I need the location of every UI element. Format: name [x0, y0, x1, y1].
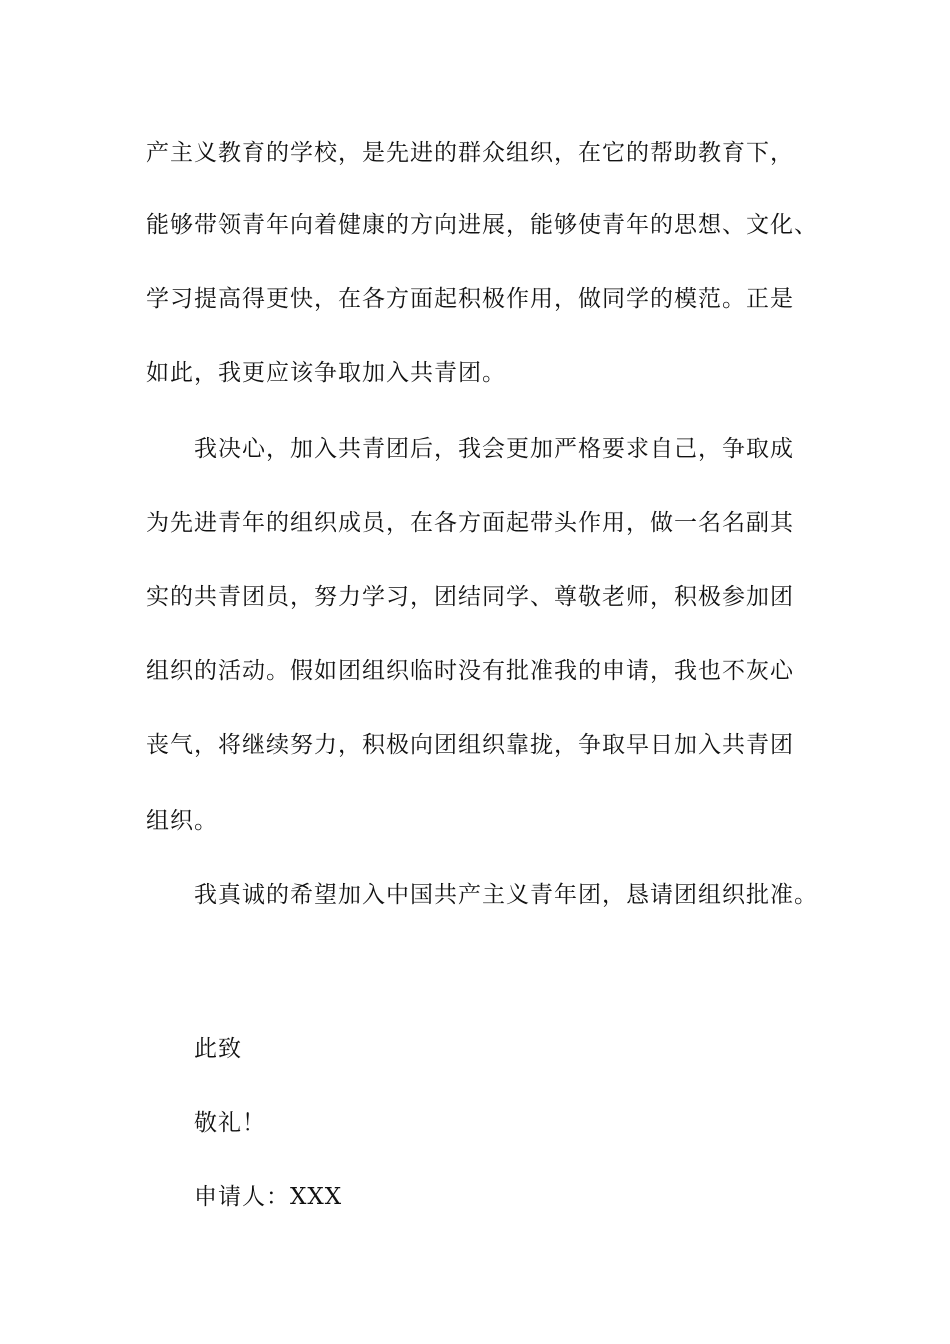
closing-salutation: 此致: [194, 1036, 242, 1062]
paragraph-1-line-3: 学习提高得更快，在各方面起积极作用，做同学的模范。正是: [146, 286, 794, 312]
paragraph-2-line-1: 我决心，加入共青团后，我会更加严格要求自己，争取成: [194, 436, 794, 462]
paragraph-2-line-2: 为先进青年的组织成员，在各方面起带头作用，做一名名副其: [146, 510, 794, 536]
paragraph-2-line-6: 组织。: [146, 808, 218, 834]
paragraph-2-line-4: 组织的活动。假如团组织临时没有批准我的申请，我也不灰心: [146, 658, 794, 684]
paragraph-1-line-1: 产主义教育的学校，是先进的群众组织，在它的帮助教育下，: [146, 140, 794, 166]
paragraph-1-line-4: 如此，我更应该争取加入共青团。: [146, 360, 506, 386]
closing-regards: 敬礼！: [194, 1110, 266, 1136]
paragraph-3-line-1: 我真诚的希望加入中国共产主义青年团，恳请团组织批准。: [194, 882, 818, 908]
paragraph-1-line-2: 能够带领青年向着健康的方向进展，能够使青年的思想、文化、: [146, 212, 818, 238]
applicant-signature-line: 申请人：XXX: [194, 1184, 343, 1210]
paragraph-2-line-5: 丧气，将继续努力，积极向团组织靠拢，争取早日加入共青团: [146, 732, 794, 758]
paragraph-2-line-3: 实的共青团员，努力学习，团结同学、尊敬老师，积极参加团: [146, 584, 794, 610]
